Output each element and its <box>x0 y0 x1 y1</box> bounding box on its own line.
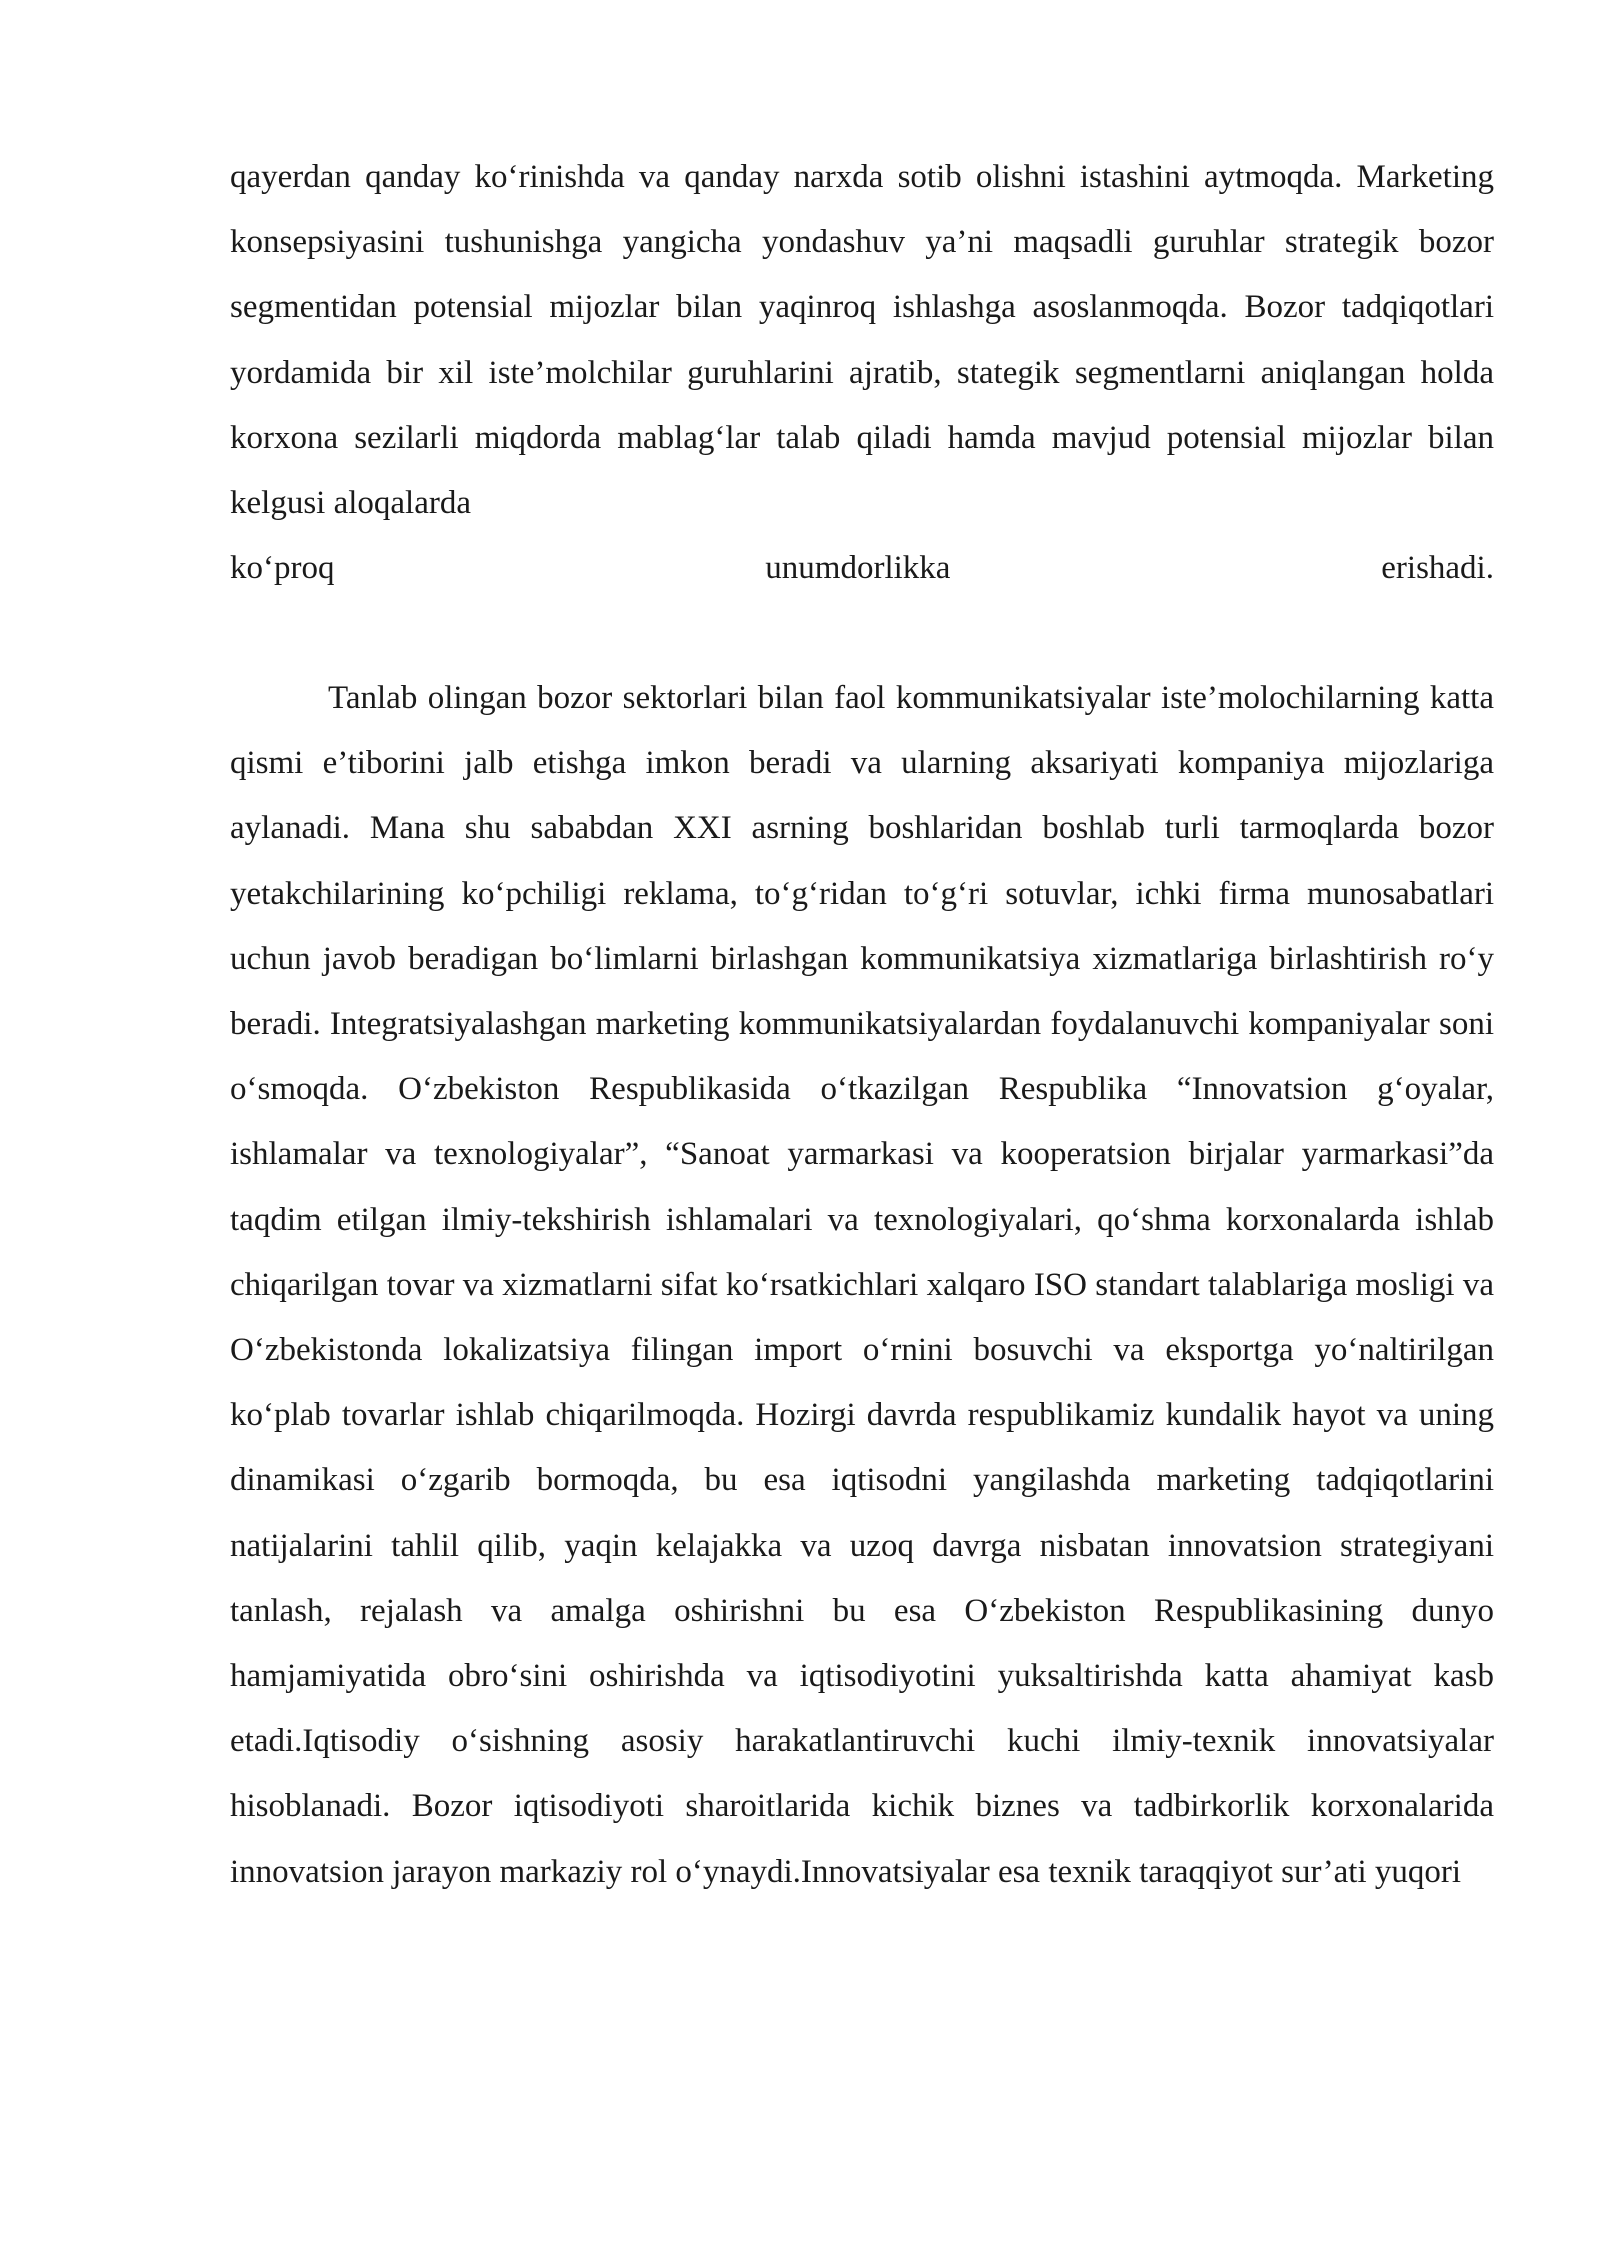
paragraph-2: Tanlab olingan bozor sektorlari bilan faol kommunikatsiyalar iste’molochilarning katta qismi e’tiborini jalb etishga imkon beradi va ularning aksariyati kompaniya mijozlariga aylanadi. Mana shu sababdan XXI asrning boshlaridan boshlab turli tarmoqlarda bozor yetakchilarining ko‘pchiligi reklama, to‘g‘ridan to‘g‘ri sotuvlar, ichki firma munosabatlari uchun javob beradigan bo‘limlarni birlashgan kommunikatsiya xizmatlariga birlashtirish ro‘y beradi. Integratsiyalashgan marketing kommunikatsiyalardan foydalanuvchi kompaniyalar soni o‘smoqda. O‘zbekiston Respublikasida o‘tkazilgan Respublika “Innovatsion g‘oyalar, ishlamalar va texnologiyalar”, “Sanoat yarmarkasi va kooperatsion birjalar yarmarkasi”da taqdim etilgan ilmiy-tekshirish ishlamalari va texnologiyalari, qo‘shma korxonalarda ishlab chiqarilgan tovar va xizmatlarni sifat ko‘rsatkichlari xalqaro ISO standart talablariga mosligi va O‘zbekistonda lokalizatsiya filingan import o‘rnini bosuvchi va eksportga yo‘naltirilgan ko‘plab tovarlar ishlab chiqarilmoqda. Hozirgi davrda respublikamiz kundalik hayot va uning dinamikasi o‘zgarib bormoqda, bu esa iqtisodni yangilashda marketing tadqiqotlarini natijalarini tahlil qilib, yaqin kelajakka va uzoq davrga nisbatan innovatsion strategiyani tanlash, rejalash va amalga oshirishni bu esa O‘zbekiston Respublikasining dunyo hamjamiyatida obro‘sini oshirishda va iqtisodiyotini yuksaltirishda katta ahamiyat kasb etadi.Iqtisodiy o‘sishning asosiy harakatlantiruvchi kuchi ilmiy-texnik innovatsiyalar hisoblanadi. Bozor iqtisodiyoti sharoitlarida kichik biznes va tadbirkorlik korxonalarida innovatsion jarayon markaziy rol o‘ynaydi.Innovatsiyalar esa texnik taraqqiyot sur’ati yuqori <box>230 680 1494 1890</box>
last-line-word-2: unumdorlikka <box>765 550 951 586</box>
paragraph-1-last-line <box>230 536 1494 601</box>
last-line-word-3: erishadi. <box>1381 550 1494 586</box>
last-line-word-1: ko‘proq <box>230 550 335 586</box>
paragraph-1: qayerdan qanday ko‘rinishda va qanday narxda sotib olishni istashini aytmoqda. Marketing konsepsiyasini tushunishga yangicha yondashuv ya’ni maqsadli guruhlar strategik bozor segmentidan potensial mijozlar bilan yaqinroq ishlashga asoslanmoqda. Bozor tadqiqotlari yordamida bir xil iste’molchilar guruhlarini ajratib, stategik segmentlarni aniqlangan holda korxona sezilarli miqdorda mablag‘lar talab qiladi hamda mavjud potensial mijozlar bilan kelgusi aloqalarda <box>230 159 1494 522</box>
